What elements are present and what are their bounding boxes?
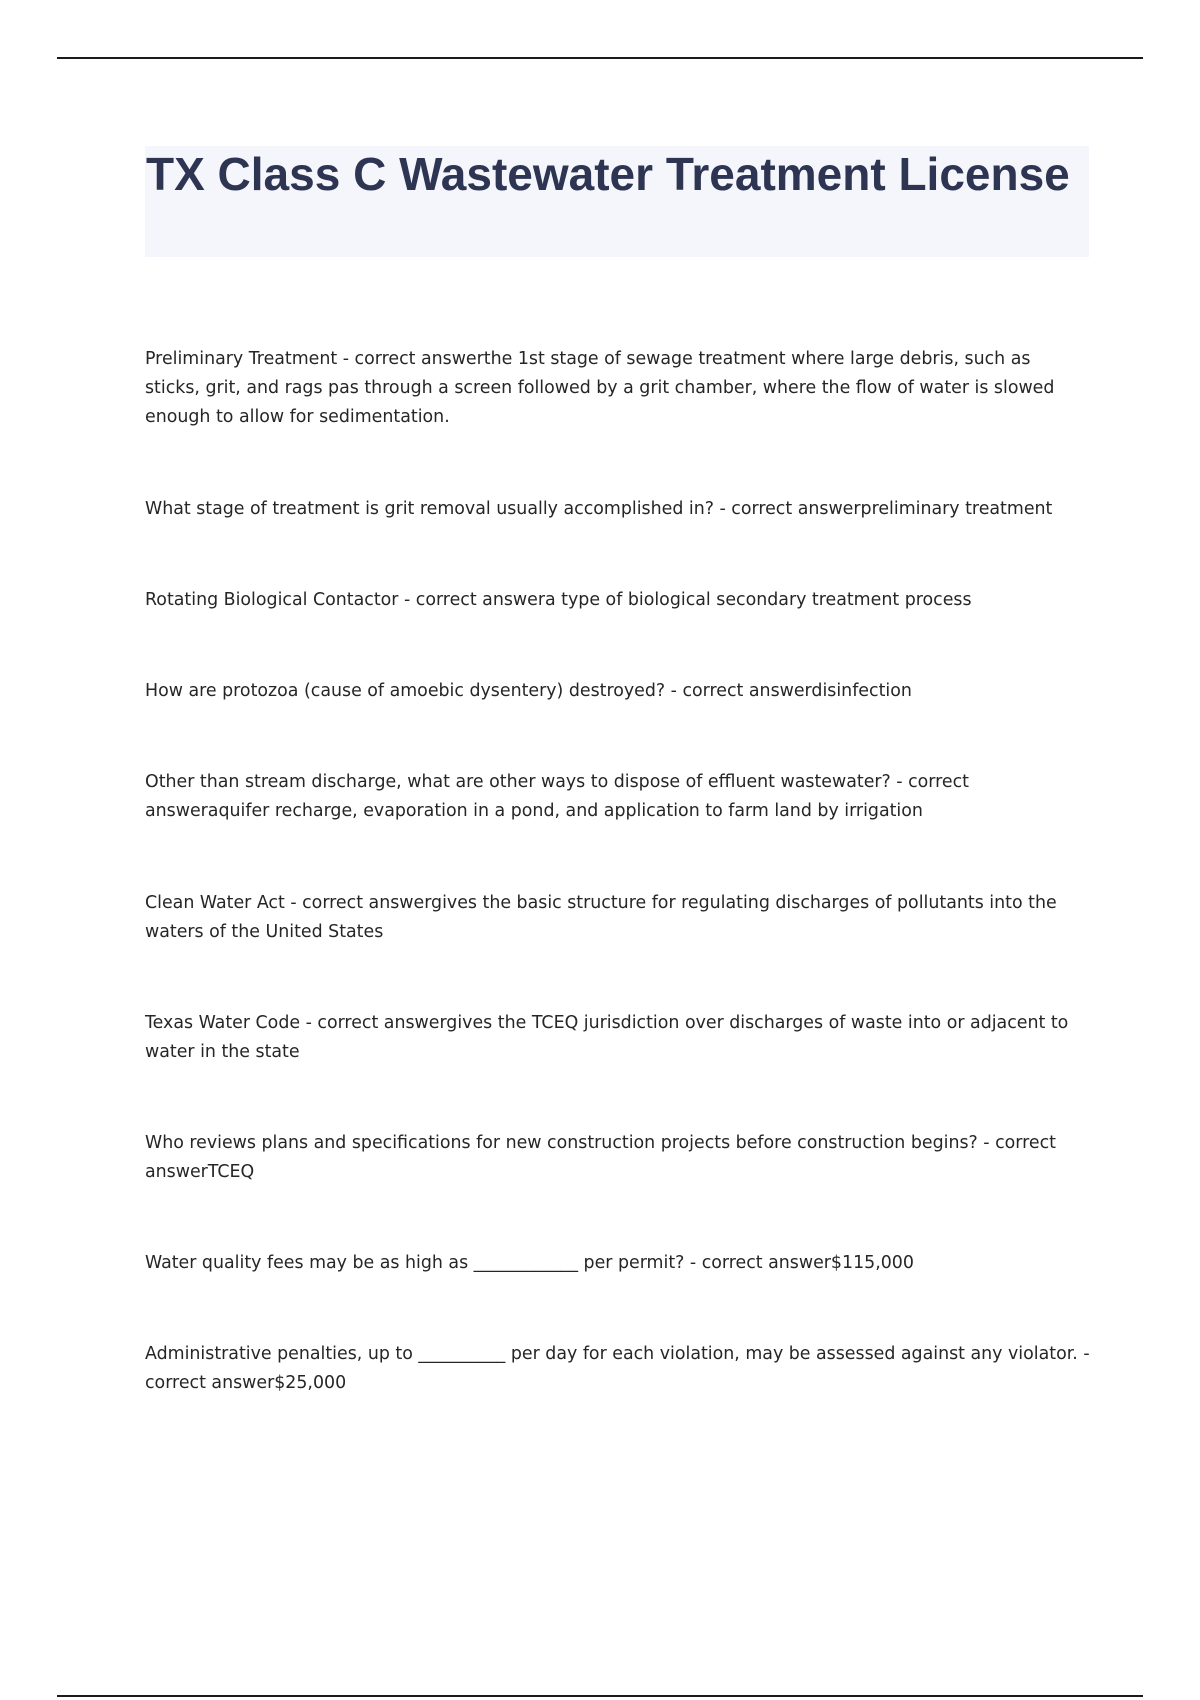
bottom-rule xyxy=(57,1695,1143,1697)
entry-administrative-penalties: Administrative penalties, up to __________ per day for each violation, may be assessed against any violator. - correct answer$25,000 xyxy=(145,1344,1090,1393)
top-rule xyxy=(57,57,1143,59)
entry-texas-water-code: Texas Water Code - correct answergives the TCEQ jurisdiction over discharges of waste into or adjacent to water in the state xyxy=(145,1013,1069,1062)
entry-clean-water-act: Clean Water Act - correct answergives the basic structure for regulating discharges of pollutants into the waters of the United States xyxy=(145,893,1057,942)
entry-effluent-disposal: Other than stream discharge, what are other ways to dispose of effluent wastewater? - correct answeraquifer recharge, evaporation in a pond, and application to farm land by irrigation xyxy=(145,772,969,821)
entry-plan-review: Who reviews plans and specifications for new construction projects before construction begins? - correct answerTCEQ xyxy=(145,1133,1056,1182)
entry-preliminary-treatment: Preliminary Treatment - correct answerthe 1st stage of sewage treatment where large debris, such as sticks, grit, and rags pas through a screen followed by a grit chamber, where the flow of water is slowed enough to allow for sedimentation. xyxy=(145,349,1055,427)
entry-grit-removal-stage: What stage of treatment is grit removal usually accomplished in? - correct answerpreliminary treatment xyxy=(145,499,1053,519)
document-title: TX Class C Wastewater Treatment License xyxy=(146,148,1070,200)
entry-rotating-biological-contactor: Rotating Biological Contactor - correct answera type of biological secondary treatment process xyxy=(145,590,972,610)
entry-protozoa-destruction: How are protozoa (cause of amoebic dysentery) destroyed? - correct answerdisinfection xyxy=(145,681,912,701)
entry-water-quality-fees: Water quality fees may be as high as ____________ per permit? - correct answer$115,000 xyxy=(145,1253,914,1273)
